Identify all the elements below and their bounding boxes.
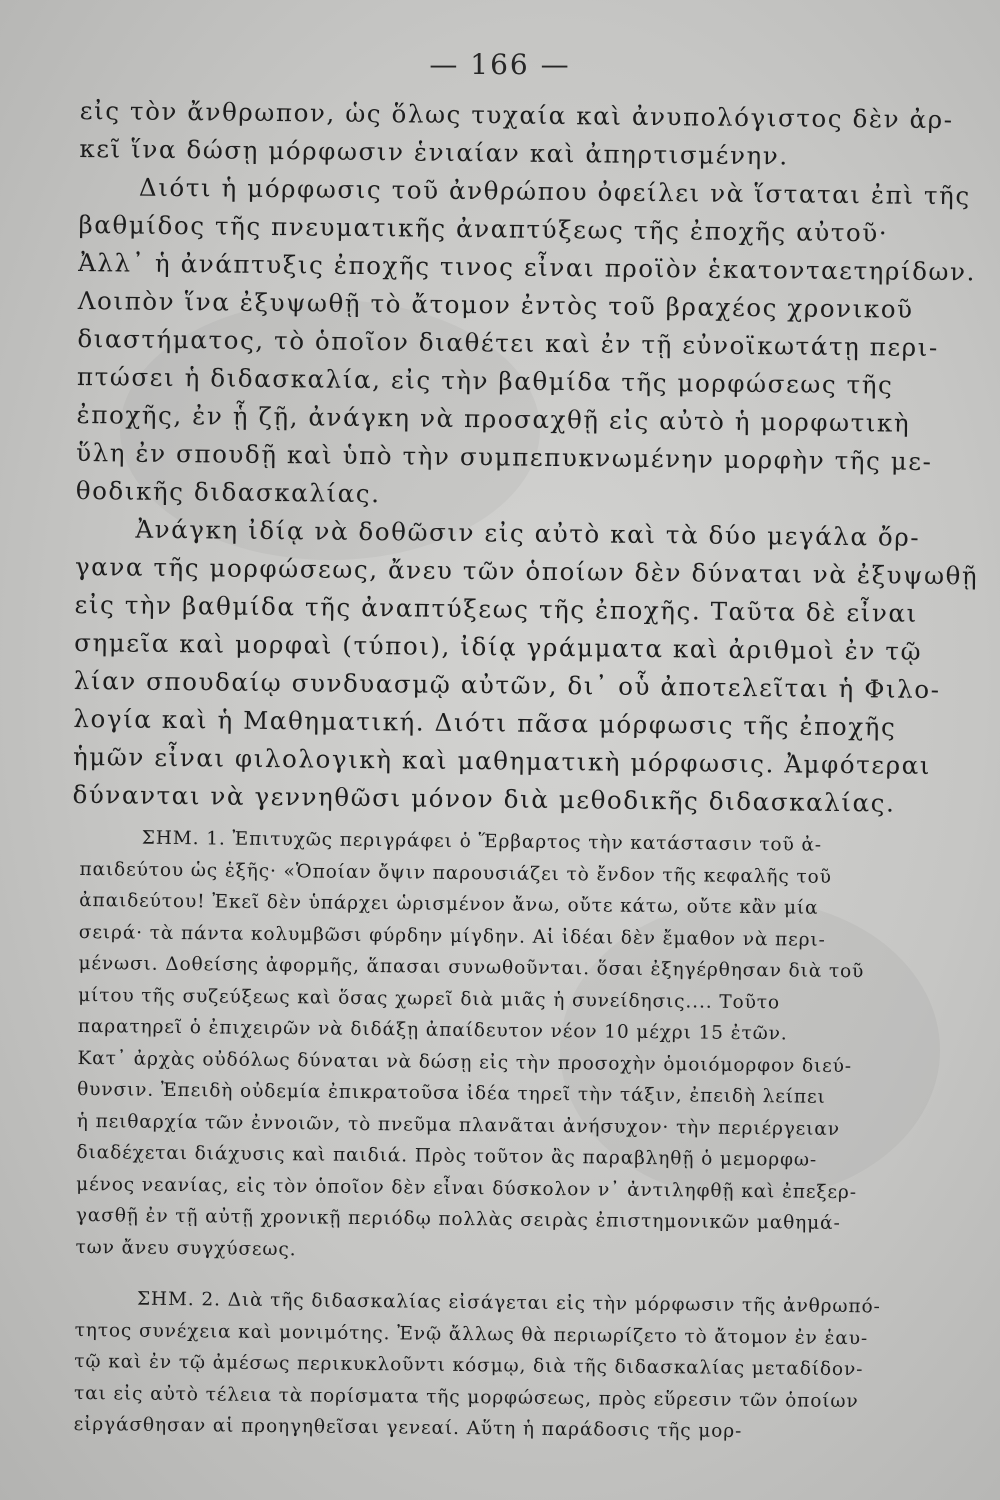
text-line: πτώσει ἡ διδασκαλία, εἰς τὴν βαθμίδα τῆς μορφώσεως τῆς <box>76 361 894 400</box>
text-line: εἰς τὸν ἄνθρωπον, ὡς ὅλως τυχαία καὶ ἀνυπολόγιστος δὲν ἀρ- <box>79 95 954 135</box>
note-line: Κατ᾽ ἀρχὰς οὐδόλως δύναται νὰ δώσῃ εἰς τὴν προσοχὴν ὁμοιόμορφον διεύ- <box>77 1047 853 1077</box>
note-line: μίτου τῆς συζεύξεως καὶ ὅσας χωρεῖ διὰ μιᾶς ἡ συνείδησις.... Τοῦτο <box>78 984 781 1013</box>
note-line: θυνσιν. Ἐπειδὴ οὐδεμία ἐπικρατοῦσα ἰδέα τηρεῖ τὴν τάξιν, ἐπειδὴ λείπει <box>77 1078 826 1108</box>
paragraph-start-line: Ἀνάγκη ἰδίᾳ νὰ δοθῶσιν εἰς αὐτὸ καὶ τὰ δύο μεγάλα ὄρ- <box>135 514 921 552</box>
text-line: κεῖ ἵνα δώσῃ μόρφωσιν ἑνιαίαν καὶ ἀπηρτισμένην. <box>79 133 789 171</box>
text-line: λογία καὶ ἡ Μαθηματική. Διότι πᾶσα μόρφωσις τῆς ἐποχῆς <box>73 703 897 742</box>
note-line: σειρά· τὰ πάντα κολυμβῶσι φύρδην μίγδην. Αἱ ἰδέαι δὲν ἔμαθον νὰ περι- <box>78 921 826 951</box>
note-line: παρατηρεῖ ὁ ἐπιχειρῶν νὰ διδάξῃ ἀπαίδευτον νέον 10 μέχρι 15 ἐτῶν. <box>77 1015 788 1045</box>
text-line: θοδικῆς διδασκαλίας. <box>75 475 381 509</box>
text-line: Ἀλλ᾽ ἡ ἀνάπτυξις ἐποχῆς τινος εἶναι προϊὸν ἑκατονταετηρίδων. <box>78 247 977 287</box>
note-line: ΣΗΜ. 2. Διὰ τῆς διδασκαλίας εἰσάγεται εἰς τὴν μόρφωσιν τῆς ἀνθρωπό- <box>136 1288 881 1318</box>
note-line: γασθῇ ἐν τῇ αὐτῇ χρονικῇ περιόδῳ πολλὰς σειρὰς ἐπιστημονικῶν μαθημά- <box>75 1204 841 1234</box>
note-line: ται εἰς αὐτὸ τέλεια τὰ πορίσματα τῆς μορφώσεως, πρὸς εὕρεσιν τῶν ὁποίων <box>73 1382 859 1412</box>
note-line: τῷ καὶ ἐν τῷ ἀμέσως περικυκλοῦντι κόσμῳ, διὰ τῆς διδασκαλίας μεταδίδον- <box>74 1350 864 1381</box>
text-line: γανα τῆς μορφώσεως, ἄνευ τῶν ὁποίων δὲν δύναται νὰ ἐξυψωθῇ <box>74 551 979 591</box>
note-line: τητος συνέχεια καὶ μονιμότης. Ἐνῷ ἄλλως θὰ περιωρίζετο τὸ ἄτομον ἐν ἑαυ- <box>74 1319 869 1349</box>
text-line: ἡμῶν εἶναι φιλολογικὴ καὶ μαθηματικὴ μόρφωσις. Ἀμφότεραι <box>72 741 932 780</box>
note-line: των ἄνευ συγχύσεως. <box>75 1236 297 1260</box>
text-line: εἰς τὴν βαθμίδα τῆς ἀναπτύξεως τῆς ἐποχῆς. Ταῦτα δὲ εἶναι <box>74 589 918 628</box>
note-line: μένωσι. Δοθείσης ἀφορμῆς, ἅπασαι συνωθοῦνται. ὅσαι ἐξηγέρθησαν διὰ τοῦ <box>78 952 865 983</box>
note-2 <box>73 1283 881 1449</box>
footnotes <box>73 822 881 1449</box>
note-line: μένος νεανίας, εἰς τὸν ὁποῖον δὲν εἶναι δύσκολον ν᾽ ἀντιληφθῇ καὶ ἐπεξερ- <box>76 1173 858 1203</box>
text-line: δύνανται νὰ γεννηθῶσι μόνον διὰ μεθοδικῆς διδασκαλίας. <box>72 779 896 818</box>
paragraph-start-line: Διότι ἡ μόρφωσις τοῦ ἀνθρώπου ὀφείλει νὰ ἵσταται ἐπὶ τῆς <box>138 172 971 211</box>
text-line: ἐποχῆς, ἐν ᾗ ζῇ, ἀνάγκη νὰ προσαχθῇ εἰς αὐτὸ ἡ μορφωτικὴ <box>76 399 911 438</box>
text-line: λίαν σπουδαίῳ συνδυασμῷ αὐτῶν, δι᾽ οὗ ἀποτελεῖται ἡ Φιλο- <box>73 665 941 705</box>
page-number: — 166 — <box>429 48 571 81</box>
main-text <box>72 92 979 822</box>
text-line: σημεῖα καὶ μορφαὶ (τύποι), ἰδίᾳ γράμματα καὶ ἀριθμοὶ ἐν τῷ <box>74 627 923 666</box>
note-line: ΣΗΜ. 1. Ἐπιτυχῶς περιγράφει ὁ Ἕρβαρτος τὴν κατάστασιν τοῦ ἀ- <box>141 827 823 856</box>
text-line: βαθμίδος τῆς πνευματικῆς ἀναπτύξεως τῆς ἐποχῆς αὐτοῦ· <box>78 209 889 248</box>
note-line: ἀπαιδεύτου! Ἐκεῖ δὲν ὑπάρχει ὡρισμένον ἄνω, οὔτε κάτω, οὔτε κἂν μία <box>79 889 819 919</box>
text-line: ὕλη ἐν σπουδῇ καὶ ὑπὸ τὴν συμπεπυκνωμένην μορφὴν τῆς με- <box>76 437 933 476</box>
note-line: παιδεύτου ὡς ἑξῆς· «Ὁποίαν ὄψιν παρουσιάζει τὸ ἔνδον τῆς κεφαλῆς τοῦ <box>79 858 832 888</box>
note-line: ἡ πειθαρχία τῶν ἐννοιῶν, τὸ πνεῦμα πλανᾶται ἀνήσυχον· τὴν περιέργειαν <box>76 1110 841 1140</box>
note-line: διαδέχεται διάχυσις καὶ παιδιά. Πρὸς τοῦτον ἂς παραβληθῇ ὁ μεμορφω- <box>76 1141 818 1171</box>
note-line: εἰργάσθησαν αἱ προηγηθεῖσαι γενεαί. Αὕτη ἡ παράδοσις τῆς μορ- <box>73 1413 743 1442</box>
note-1 <box>75 822 865 1271</box>
text-line: διαστήματος, τὸ ὁποῖον διαθέτει καὶ ἐν τῇ εὐνοϊκωτάτῃ περι- <box>77 323 940 363</box>
text-line: Λοιπὸν ἵνα ἐξυψωθῇ τὸ ἄτομον ἐντὸς τοῦ βραχέος χρονικοῦ <box>77 285 914 324</box>
